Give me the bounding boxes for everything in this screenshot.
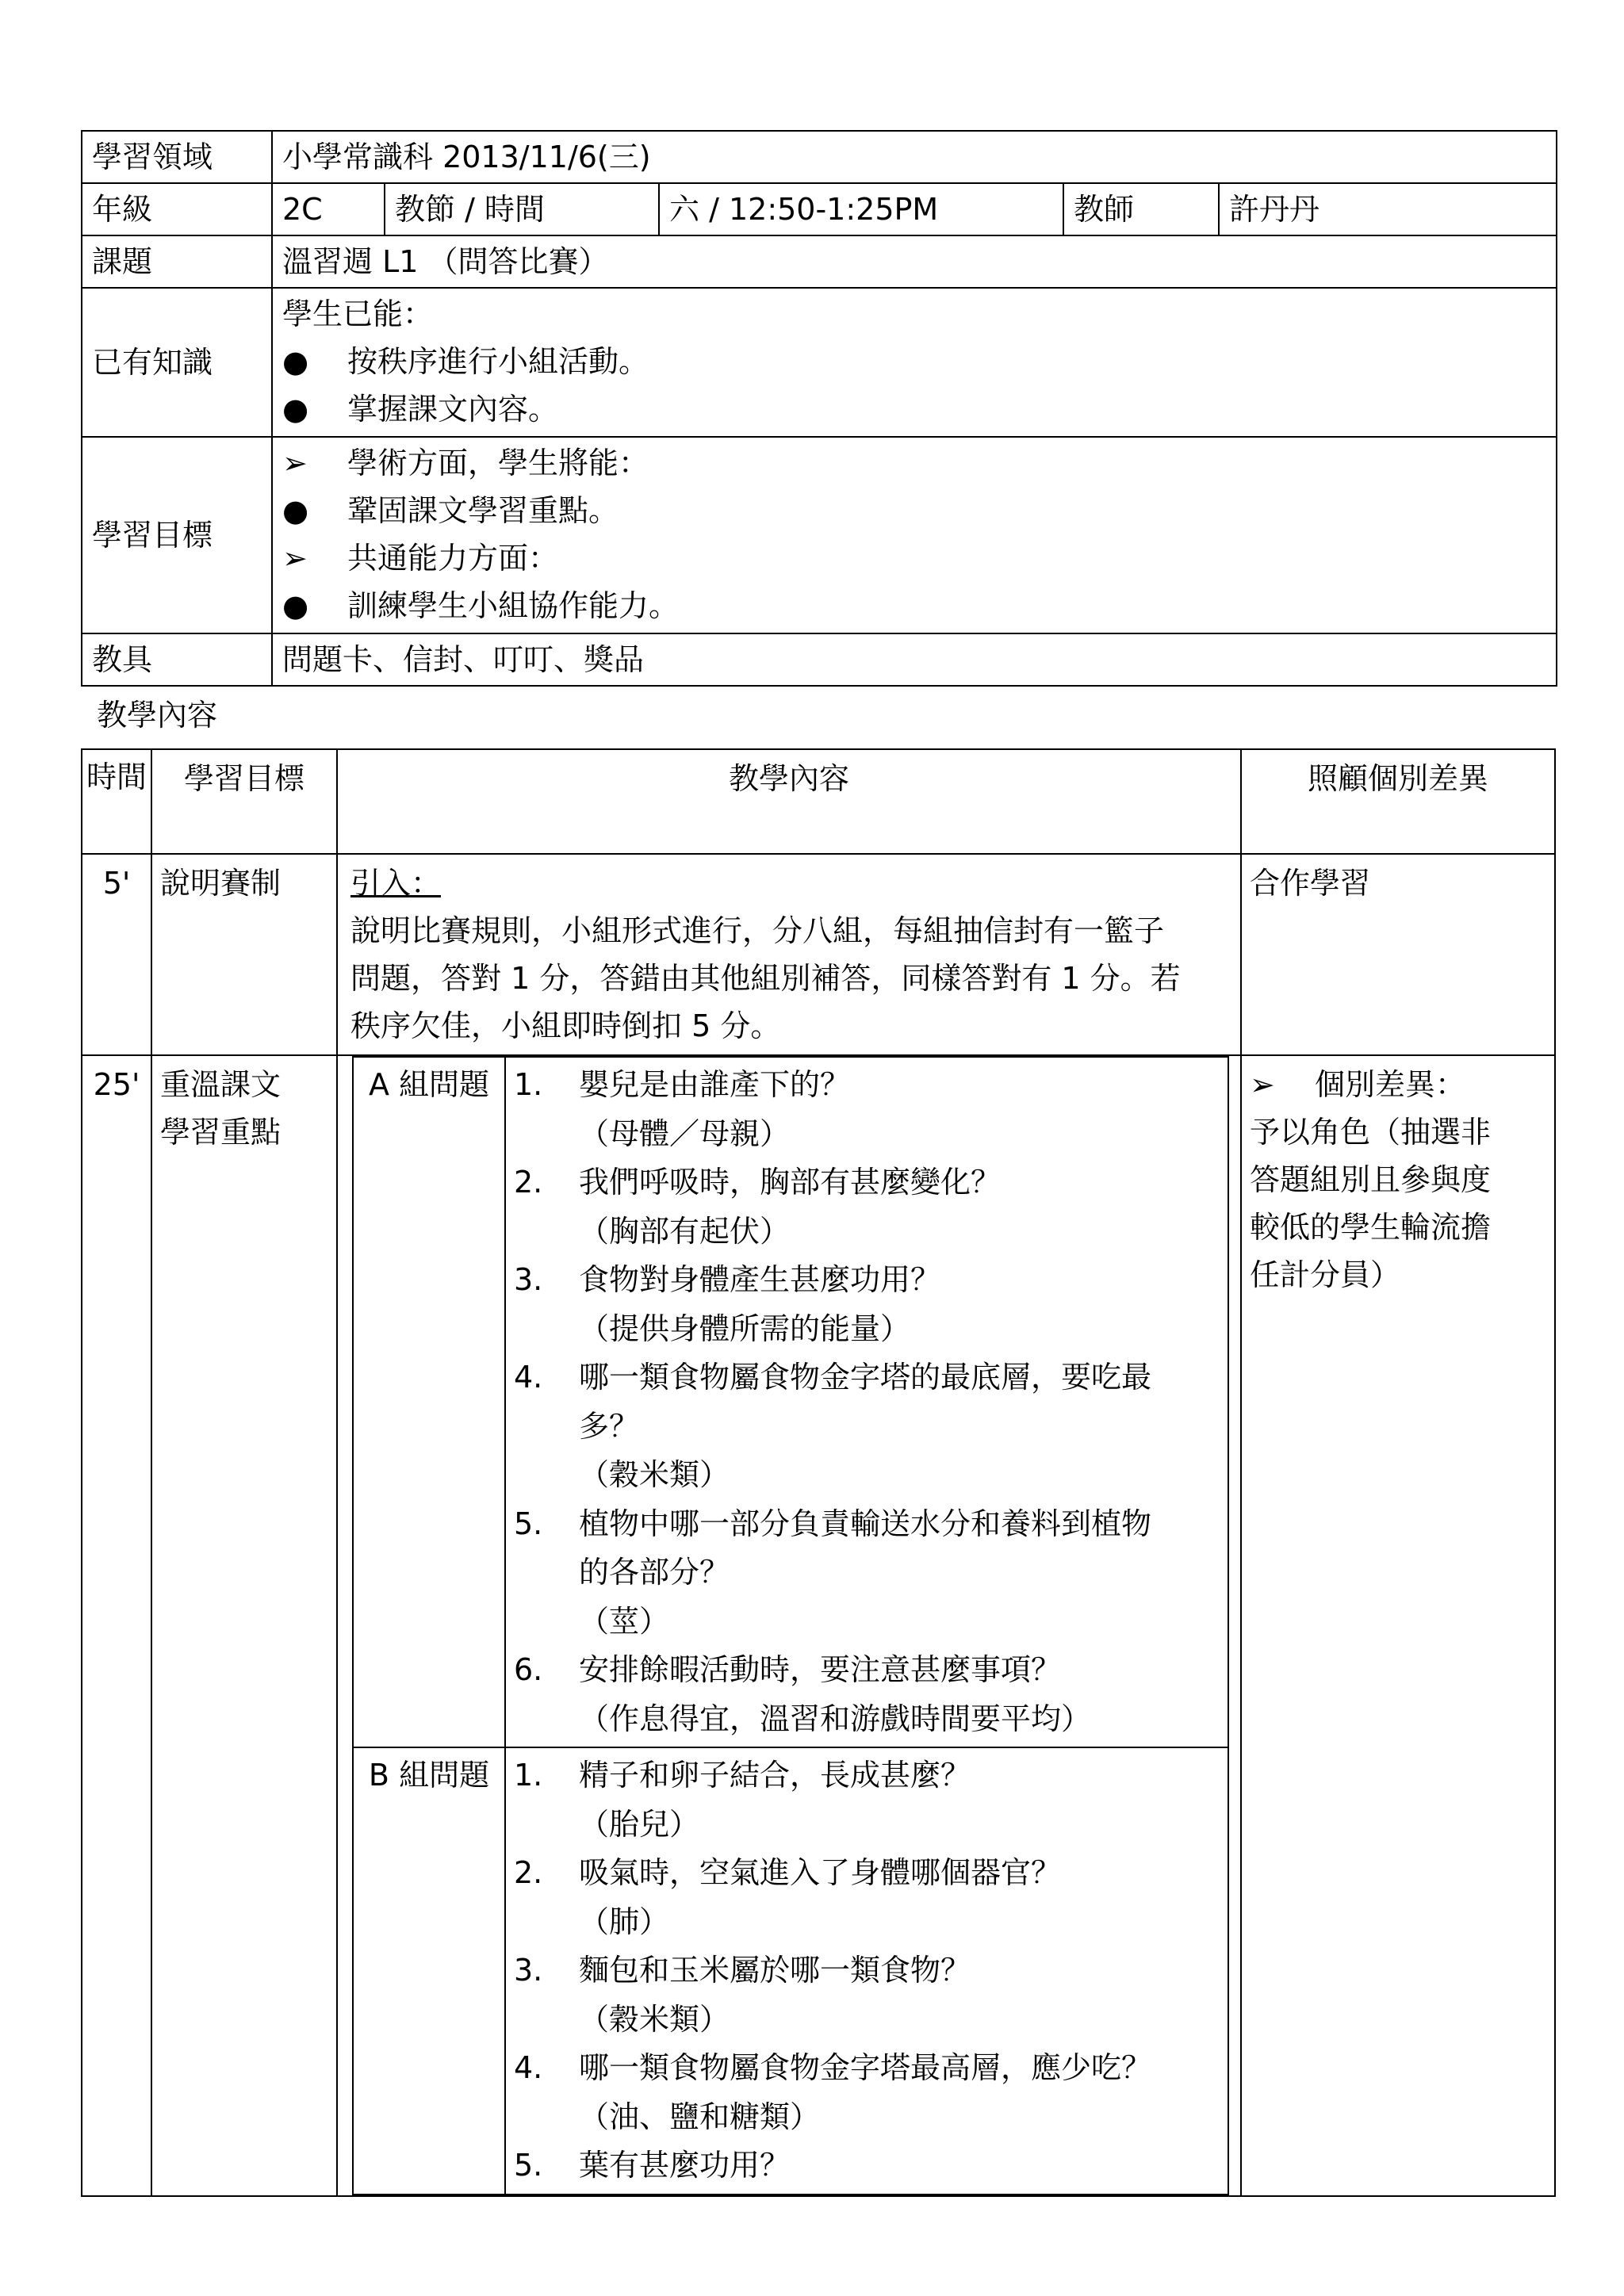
group-b-questions xyxy=(505,1747,1228,2195)
group-a-questions xyxy=(505,1057,1228,1747)
question-table xyxy=(352,1056,1229,2195)
prior-item: ● 按秩序進行小組活動。 xyxy=(282,338,1546,385)
teacher-value: 許丹丹 xyxy=(1219,183,1557,235)
question: 4. 哪一類食物屬食物金字塔的最底層，要吃最 xyxy=(514,1360,1152,1395)
arrow-bullet-icon: ➢ xyxy=(282,541,308,576)
lesson-info-table xyxy=(81,130,1557,687)
question: 6. 安排餘暇活動時，要注意甚麼事項？ xyxy=(514,1652,1062,1687)
teaching-content-table xyxy=(81,748,1556,2197)
topic-label: 課題 xyxy=(82,235,272,288)
objective-line: ➢ 學術方面，學生將能： xyxy=(282,439,1546,487)
answer: （提供身體所需的能量） xyxy=(579,1311,911,1346)
period-label: 教節 / 時間 xyxy=(385,183,659,235)
row1-content xyxy=(337,854,1241,1055)
answer: （肺） xyxy=(579,1904,670,1939)
arrow-bullet-icon: ➢ xyxy=(1250,1067,1275,1102)
answer: （作息得宜，溫習和游戲時間要平均） xyxy=(579,1701,1092,1736)
header-content: 教學內容 xyxy=(337,749,1241,854)
topic-value: 溫習週 L1 （問答比賽） xyxy=(272,235,1557,288)
answer: （母體／母親） xyxy=(579,1115,791,1151)
header-objective: 學習目標 xyxy=(151,749,337,854)
question: 5. 植物中哪一部分負責輸送水分和養料到植物 xyxy=(514,1506,1152,1541)
period-value: 六 / 12:50-1:25PM xyxy=(659,183,1063,235)
area-value: 小學常識科 2013/11/6(三) xyxy=(272,131,1557,183)
question: 4. 哪一類食物屬食物金字塔最高層，應少吃？ xyxy=(514,2050,1152,2085)
row2-differences: ➢ 個別差異： 予以角色（抽選非 答題組別且參與度 較低的學生輪流擔 任計分員） xyxy=(1241,1055,1555,2196)
bullet-icon: ● xyxy=(282,392,309,427)
row2-time: 25' xyxy=(82,1055,151,2196)
question: 2. 我們呼吸時，胸部有甚麼變化？ xyxy=(514,1165,1002,1200)
question: 2. 吸氣時，空氣進入了身體哪個器官？ xyxy=(514,1855,1062,1890)
answer: （胎兒） xyxy=(579,1806,700,1842)
question-continued: 的各部分？ xyxy=(579,1555,730,1590)
answer: （穀米類） xyxy=(579,1457,730,1492)
question: 3. 食物對身體產生甚麼功用？ xyxy=(514,1262,941,1297)
objective-label: 學習目標 xyxy=(82,437,272,633)
section-title: 教學內容 xyxy=(97,698,218,733)
tools-value: 問題卡、信封、叮叮、獎品 xyxy=(272,633,1557,686)
question: 3. 麵包和玉米屬於哪一類食物？ xyxy=(514,1953,971,1988)
row2-content xyxy=(337,1055,1241,2196)
intro-text-line: 問題，答對 1 分，答錯由其他組別補答，同樣答對有 1 分。若 xyxy=(350,961,1181,996)
header-time: 時間 xyxy=(82,749,151,854)
question: 1. 精子和卵子結合，長成甚麼？ xyxy=(514,1758,971,1793)
intro-text-line: 說明比賽規則，小組形式進行，分八組，每組抽信封有一籃子 xyxy=(350,913,1165,948)
group-b-label: B 組問題 xyxy=(353,1747,505,2195)
intro-heading: 引入： xyxy=(350,866,442,901)
area-label: 學習領域 xyxy=(82,131,272,183)
diff-title: ➢ 個別差異： xyxy=(1250,1061,1546,1108)
answer: （莖） xyxy=(579,1603,670,1639)
objective-line: ➢ 共通能力方面： xyxy=(282,534,1546,582)
answer: （油、鹽和糖類） xyxy=(579,2099,821,2134)
arrow-bullet-icon: ➢ xyxy=(282,446,308,480)
bullet-icon: ● xyxy=(282,493,309,528)
question: 5. 葉有甚麼功用？ xyxy=(514,2148,791,2183)
prior-knowledge-label: 已有知識 xyxy=(82,288,272,437)
teacher-label: 教師 xyxy=(1063,183,1219,235)
objective-line: ● 訓練學生小組協作能力。 xyxy=(282,582,1546,629)
grade-value: 2C xyxy=(272,183,385,235)
prior-intro: 學生已能： xyxy=(282,297,434,331)
answer: （胸部有起伏） xyxy=(579,1213,791,1249)
objective-content xyxy=(272,437,1557,633)
intro-text-line: 秩序欠佳，小組即時倒扣 5 分。 xyxy=(350,1008,781,1043)
answer: （穀米類） xyxy=(579,2001,730,2037)
grade-label: 年級 xyxy=(82,183,272,235)
group-a-label: A 組問題 xyxy=(353,1057,505,1747)
prior-item: ● 掌握課文內容。 xyxy=(282,385,1546,433)
question-continued: 多？ xyxy=(579,1408,640,1444)
question: 1. 嬰兒是由誰產下的？ xyxy=(514,1067,851,1102)
row1-objective: 說明賽制 xyxy=(151,854,337,1055)
header-differences: 照顧個別差異 xyxy=(1241,749,1555,854)
prior-knowledge-content xyxy=(272,288,1557,437)
row2-objective: 重溫課文 學習重點 xyxy=(151,1055,337,2196)
row1-differences: 合作學習 xyxy=(1241,854,1555,1055)
bullet-icon: ● xyxy=(282,344,309,379)
bullet-icon: ● xyxy=(282,588,309,623)
tools-label: 教具 xyxy=(82,633,272,686)
objective-line: ● 鞏固課文學習重點。 xyxy=(282,487,1546,534)
row1-time: 5' xyxy=(82,854,151,1055)
